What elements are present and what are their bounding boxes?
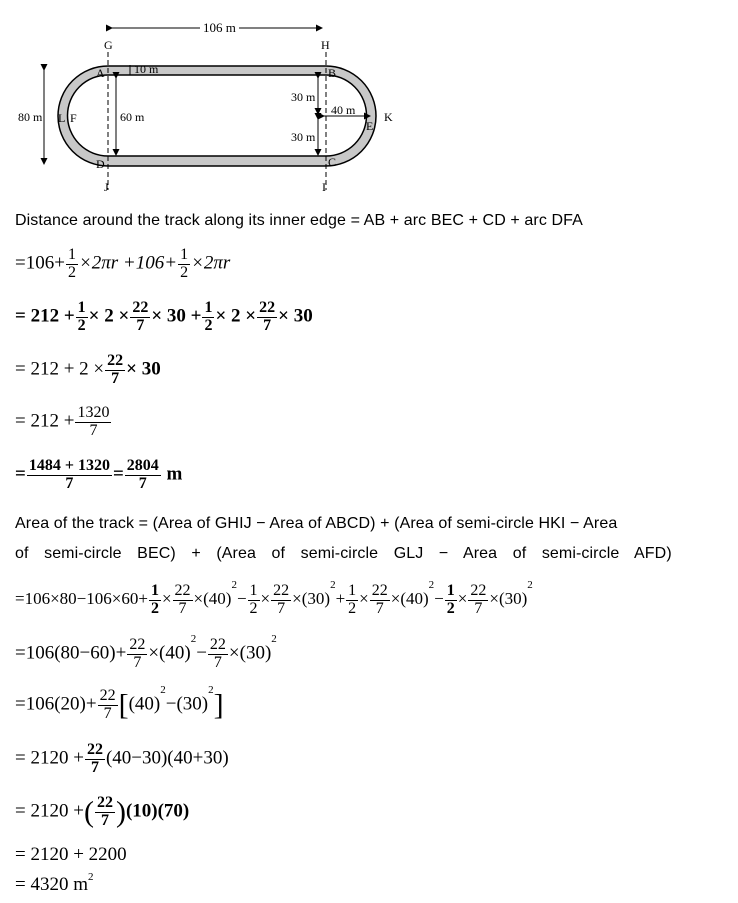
label-radius-30-top: 30 m — [291, 90, 316, 104]
label-H: H — [321, 38, 330, 52]
label-F: F — [70, 111, 77, 125]
distance-line-3: = 212 + 2 × $\frac{22}{7}$ × 30 — [15, 352, 161, 387]
distance-line-2: = 212 + $\frac{1}{2}$ × 2 × $\frac{22}{7}$ × 30 + $\frac{1}{2}$ × 2 × $\frac{22}{7}$ × 30 — [15, 299, 313, 334]
label-B: B — [328, 66, 337, 80]
label-height-80: 80 m — [18, 110, 43, 124]
area-line-1: =106×80−106×60+ $\frac{1}{2}$ × $\frac{22}{7}$ $\times(40)^2-$ $\frac{1}{2}$ × $\frac{22}{7}$ $\times(30)^2+$ $\frac{1}{2}$ × $\frac{22}{7}$ $\times(40)^2-$ $\frac{1}{2}$ × $\frac{22}{7}$ $\times(30)^2$ — [15, 579, 533, 617]
distance-line-1: =106+ $\frac{1}{2}$ ×2πr +106+ $\frac{1}{2}$ ×2πr — [15, 246, 231, 281]
label-width-10: 10 m — [134, 62, 159, 76]
label-height-60: 60 m — [120, 110, 145, 124]
label-I: I — [322, 180, 326, 194]
distance-line-4: = 212 + $\frac{1320}{7}$ — [15, 404, 110, 439]
label-radius-40: 40 m — [331, 103, 356, 117]
label-length: 106 m — [200, 20, 239, 36]
label-A: A — [96, 66, 105, 80]
label-L: L — [58, 111, 66, 125]
label-C: C — [328, 155, 337, 169]
area-line-5: = 2120 +( $\frac{22}{7}$ )(10)(70) — [15, 794, 190, 829]
label-E: E — [366, 119, 374, 133]
area-line-7: = 4320 $m^2$ — [15, 871, 94, 895]
label-K: K — [384, 110, 393, 124]
area-intro-2: of semi-circle BEC) + (Area of semi-circle GLJ − Area of semi-circle AFD) — [15, 545, 672, 562]
distance-intro: Distance around the track along its inner edge = AB + arc BEC + CD + arc DFA — [15, 212, 583, 229]
area-line-6: = 2120 + 2200 — [15, 844, 127, 865]
area-line-3: =106(20)+ $\frac{22}{7}$ $[(40)^2-(30)^2]$ — [15, 684, 224, 722]
label-D: D — [96, 157, 105, 171]
inner-field — [68, 75, 367, 156]
area-line-4: = 2120 + $\frac{22}{7}$ (40−30)(40+30) — [15, 741, 229, 776]
label-J: J — [104, 180, 109, 194]
distance-line-5: = $\frac{1484 + 1320}{7}$ = $\frac{2804}{7}$ m — [15, 457, 183, 492]
label-G: G — [104, 38, 113, 52]
area-intro-1: Area of the track = (Area of GHIJ − Area of ABCD) + (Area of semi-circle HKI − Area — [15, 515, 618, 532]
area-line-2: =106(80−60)+ $\frac{22}{7}$ $\times(40)^2-$ $\frac{22}{7}$ $\times(30)^2$ — [15, 633, 277, 671]
label-radius-30-bottom: 30 m — [291, 130, 316, 144]
